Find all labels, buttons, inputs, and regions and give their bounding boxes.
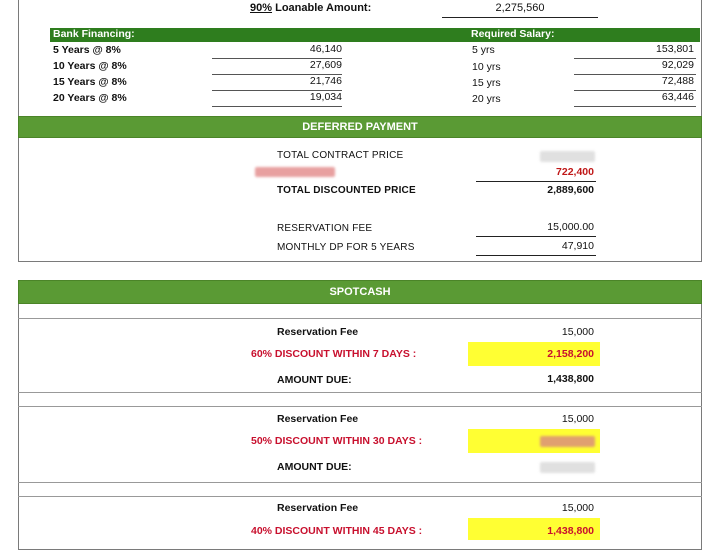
spotcash-row-divider	[18, 496, 702, 497]
reservation-fee-value: 15,000	[561, 326, 594, 338]
rs-row-value: 63,446	[661, 91, 694, 103]
rs-row-label: 20 yrs	[472, 93, 501, 105]
reservation-fee-label: Reservation Fee	[277, 413, 359, 425]
amount-due-value: 1,438,800	[547, 373, 594, 385]
bf-row-label: 10 Years @ 8%	[53, 60, 127, 72]
rs-row-divider	[574, 106, 696, 107]
reservation-fee-value: 15,000	[561, 413, 594, 425]
required-salary-header: Required Salary:	[471, 28, 555, 40]
rs-row-label: 10 yrs	[472, 61, 501, 73]
spotcash-header	[18, 280, 702, 304]
redacted-discount-value	[540, 436, 595, 447]
total-discounted-value: 2,889,600	[547, 184, 594, 196]
bf-row-label: 20 Years @ 8%	[53, 92, 127, 104]
bf-row-value: 19,034	[309, 91, 342, 103]
bf-row-value: 21,746	[309, 75, 342, 87]
reservation-fee-value: 15,000	[561, 502, 594, 514]
bf-row-value: 27,609	[309, 59, 342, 71]
discount-value: 1,438,800	[547, 525, 594, 537]
discount-label: 60% DISCOUNT WITHIN 7 DAYS :	[251, 348, 417, 360]
redacted-discount-label	[255, 167, 335, 177]
discount-label: 50% DISCOUNT WITHIN 30 DAYS :	[251, 435, 423, 447]
loanable-amount-label	[250, 2, 371, 14]
discount-underline	[476, 181, 596, 182]
reservation-fee-label: RESERVATION FEE	[277, 223, 373, 234]
reservation-fee-underline	[476, 236, 596, 237]
loanable-underline	[442, 17, 598, 18]
reservation-fee-label: Reservation Fee	[277, 502, 359, 514]
spotcash-row-divider	[18, 318, 702, 319]
loanable-amount-value: 2,275,560	[495, 2, 545, 14]
bf-row-label: 15 Years @ 8%	[53, 76, 127, 88]
bank-financing-header: Bank Financing:	[53, 28, 135, 40]
amount-due-label: AMOUNT DUE:	[277, 374, 352, 386]
deferred-payment-header	[18, 116, 702, 138]
spotcash-title: SPOTCASH	[329, 286, 391, 298]
bank-financing-band	[50, 28, 700, 42]
monthly-dp-underline	[476, 255, 596, 256]
spotcash-row-divider	[18, 482, 702, 483]
discount-value: 2,158,200	[547, 348, 594, 360]
deferred-payment-title: DEFERRED PAYMENT	[302, 121, 418, 133]
loanable-label-text: Loanable Amount:	[275, 2, 372, 14]
rs-row-value: 92,029	[661, 59, 694, 71]
amount-due-label: AMOUNT DUE:	[277, 461, 352, 473]
monthly-dp-value: 47,910	[561, 240, 594, 252]
discount-value: 722,400	[556, 166, 594, 178]
spotcash-frame	[18, 280, 702, 550]
rs-row-label: 15 yrs	[472, 77, 501, 89]
discount-label: 40% DISCOUNT WITHIN 45 DAYS :	[251, 525, 423, 537]
redacted-amount-due	[540, 462, 595, 473]
rs-row-value: 153,801	[656, 43, 694, 55]
spotcash-row-divider	[18, 406, 702, 407]
bf-row-value: 46,140	[309, 43, 342, 55]
spotcash-row-divider	[18, 392, 702, 393]
total-contract-price-label: TOTAL CONTRACT PRICE	[277, 150, 404, 161]
bf-row-divider	[212, 106, 342, 107]
bf-row-label: 5 Years @ 8%	[53, 44, 121, 56]
redacted-contract-price	[540, 151, 595, 162]
rs-row-value: 72,488	[661, 75, 694, 87]
reservation-fee-label: Reservation Fee	[277, 326, 359, 338]
monthly-dp-label: MONTHLY DP FOR 5 YEARS	[277, 242, 415, 253]
loanable-percent: 90%	[250, 2, 273, 14]
rs-row-label: 5 yrs	[472, 44, 495, 56]
total-discounted-label: TOTAL DISCOUNTED PRICE	[277, 185, 416, 196]
reservation-fee-value: 15,000.00	[547, 221, 594, 233]
